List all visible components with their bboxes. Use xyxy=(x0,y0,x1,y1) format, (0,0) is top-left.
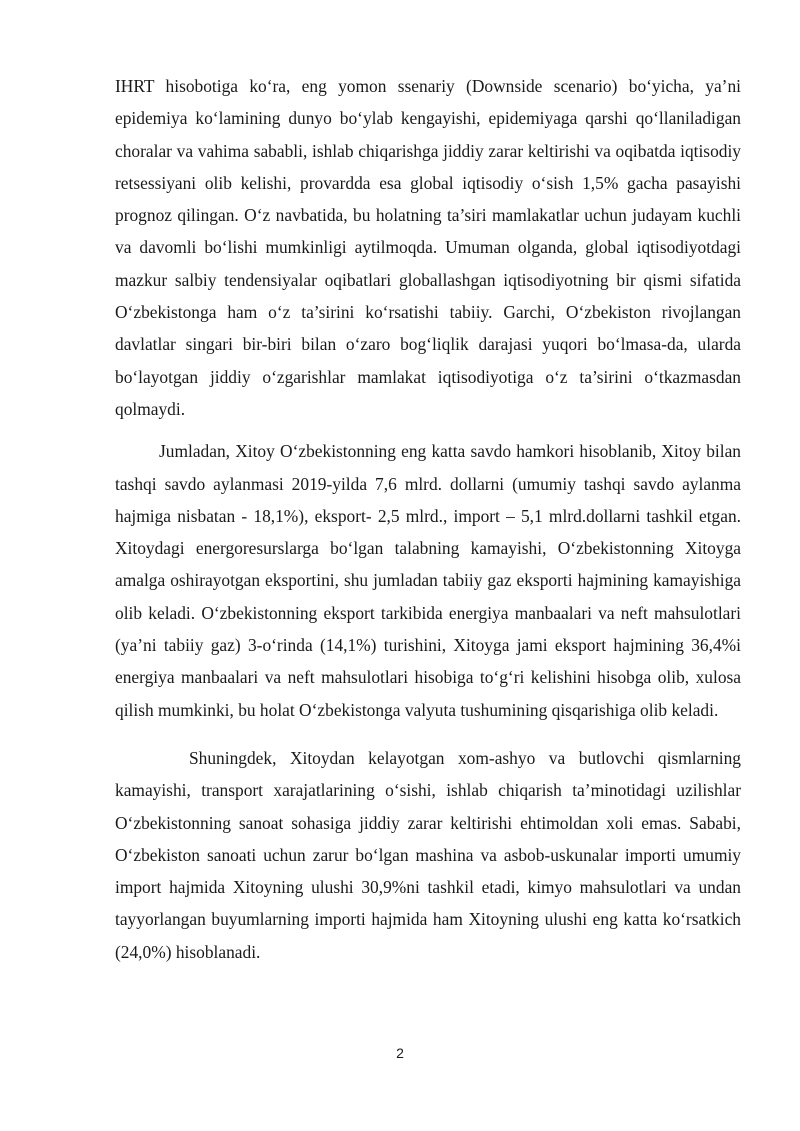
paragraph-2: Jumladan, Xitoy O‘zbekistonning eng katta savdo hamkori hisoblanib, Xitoy bilan tashqi savdo aylanmasi 2019-yilda 7,6 mlrd. dollarni (umumiy tashqi savdo aylanma hajmiga nisbatan - 18,1%), eksport- 2,5 mlrd., import – 5,1 mlrd.dollarni tashkil etgan. Xitoydagi energoresurslarga bo‘lgan talabning kamayishi, O‘zbekistonning Xitoyga amalga oshirayotgan eksportini, shu jumladan tabiiy gaz eksporti hajmining kamayishiga olib keladi. O‘zbekistonning eksport tarkibida energiya manbaalari va neft mahsulotlari (ya’ni tabiiy gaz) 3-o‘rinda (14,1%) turishini, Xitoyga jami eksport hajmining 36,4%i energiya manbaalari va neft mahsulotlari hisobiga to‘g‘ri kelishini hisobga olib, xulosa qilish mumkinki, bu holat O‘zbekistonga valyuta tushumining qisqarishiga olib keladi. xyxy=(115,441,741,720)
paragraph-3: Shuningdek, Xitoydan kelayotgan xom-ashyo va butlovchi qismlarning kamayishi, transport xarajatlarining o‘sishi, ishlab chiqarish ta’minotidagi uzilishlar O‘zbekistonning sanoat sohasiga jiddiy zarar keltirishi ehtimoldan xoli emas. Sababi, O‘zbekiston sanoati uchun zarur bo‘lgan mashina va asbob-uskunalar importi umumiy import hajmida Xitoyning ulushi 30,9%ni tashkil etadi, kimyo mahsulotlari va undan tayyorlangan buyumlarning importi hajmida ham Xitoyning ulushi eng katta ko‘rsatkich (24,0%) hisoblanadi. xyxy=(115,747,741,962)
body-text xyxy=(115,70,741,968)
page-number: 2 xyxy=(396,1045,404,1061)
paragraph-1: IHRT hisobotiga ko‘ra, eng yomon ssenariy (Downside scenario) bo‘yicha, ya’ni epidemiya ko‘lamining dunyo bo‘ylab kengayishi, epidemiyaga qarshi qo‘llaniladigan choralar va vahima sababli, ishlab chiqarishga jiddiy zarar keltirishi va oqibatda iqtisodiy retsessiyani olib kelishi, provardda esa global iqtisodiy o‘sish 1,5% gacha pasayishi prognoz qilingan. O‘z navbatida, bu holatning ta’siri mamlakatlar uchun judayam kuchli va davomli bo‘lishi mumkinligi aytilmoqda. Umuman olganda, global iqtisodiyotdagi mazkur salbiy tendensiyalar oqibatlari globallashgan iqtisodiyotning bir qismi sifatida O‘zbekistonga ham o‘z ta’sirini ko‘rsatishi tabiiy. Garchi, O‘zbekiston rivojlangan davlatlar singari bir-biri bilan o‘zaro bog‘liqlik darajasi yuqori bo‘lmasa-da, ularda bo‘layotgan jiddiy o‘zgarishlar mamlakat iqtisodiyotiga o‘z ta’sirini o‘tkazmasdan qolmaydi. xyxy=(115,76,741,419)
